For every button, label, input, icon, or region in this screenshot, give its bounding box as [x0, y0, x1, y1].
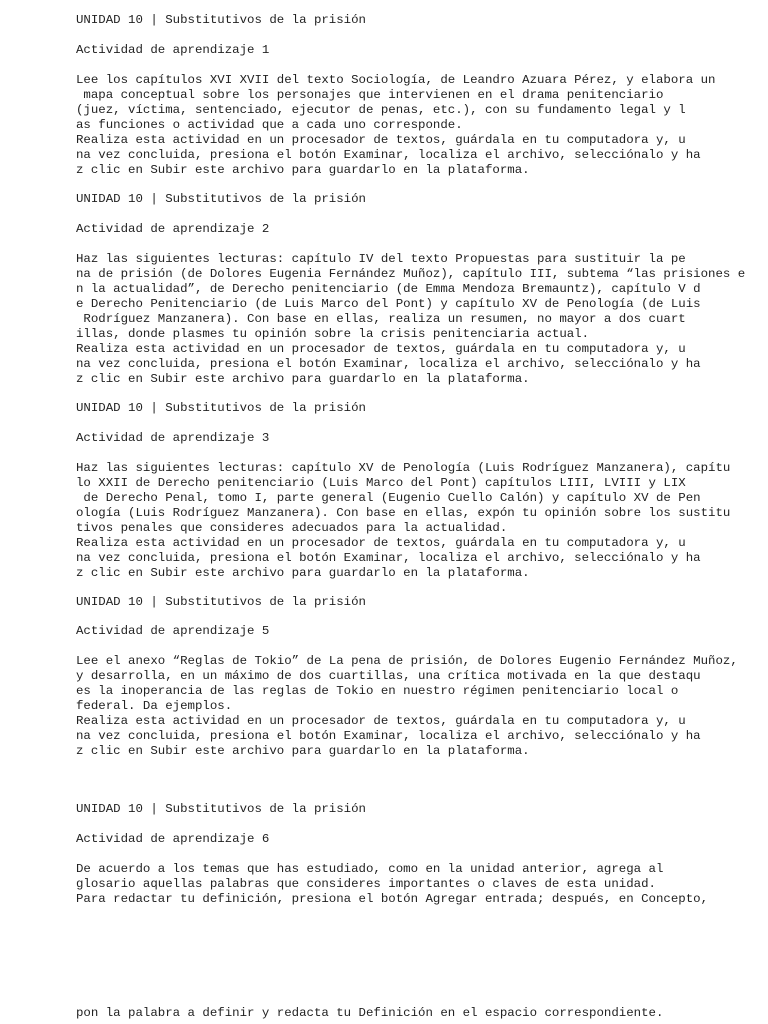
text-line: de Derecho Penal, tomo I, parte general (Eugenio Cuello Calón) y capítulo XV de Pen [76, 491, 701, 505]
text-line: n la actualidad”, de Derecho penitenciario (de Emma Mendoza Bremauntz), capítulo V d [76, 282, 701, 296]
unit-heading: UNIDAD 10 | Substitutivos de la prisión [76, 192, 366, 206]
activity-heading: Actividad de aprendizaje 2 [76, 222, 270, 236]
unit-heading: UNIDAD 10 | Substitutivos de la prisión [76, 401, 366, 415]
text-line: glosario aquellas palabras que consideres importantes o claves de esta unidad. [76, 877, 656, 891]
text-line: na vez concluida, presiona el botón Examinar, localiza el archivo, selecciónalo y ha [76, 729, 701, 743]
text-line: lo XXII de Derecho penitenciario (Luis Marco del Pont) capítulos LIII, LVIII y LIX [76, 476, 686, 490]
activity-heading: Actividad de aprendizaje 1 [76, 43, 270, 57]
activity-heading: Actividad de aprendizaje 6 [76, 832, 270, 846]
text-line: as funciones o actividad que a cada uno corresponde. [76, 118, 463, 132]
text-line: tivos penales que consideres adecuados para la actualidad. [76, 521, 508, 535]
text-line: z clic en Subir este archivo para guardarlo en la plataforma. [76, 744, 530, 758]
text-line: mapa conceptual sobre los personajes que intervienen en el drama penitenciario [76, 88, 664, 102]
text-line: Rodríguez Manzanera). Con base en ellas, realiza un resumen, no mayor a dos cuart [76, 312, 686, 326]
text-line: na de prisión (de Dolores Eugenia Fernández Muñoz), capítulo III, subtema “las prisiones e [76, 267, 746, 281]
text-line: (juez, víctima, sentenciado, ejecutor de penas, etc.), con su fundamento legal y l [76, 103, 686, 117]
text-line: z clic en Subir este archivo para guardarlo en la plataforma. [76, 372, 530, 386]
text-line: federal. Da ejemplos. [76, 699, 233, 713]
text-line: na vez concluida, presiona el botón Examinar, localiza el archivo, selecciónalo y ha [76, 148, 701, 162]
text-line: Lee el anexo “Reglas de Tokio” de La pena de prisión, de Dolores Eugenio Fernández Muñoz, [76, 654, 738, 668]
text-line: Para redactar tu definición, presiona el botón Agregar entrada; después, en Concepto, [76, 892, 709, 906]
text-line: pon la palabra a definir y redacta tu Definición en el espacio correspondiente. [76, 1006, 664, 1020]
text-line: Realiza esta actividad en un procesador de textos, guárdala en tu computadora y, u [76, 133, 686, 147]
text-line: na vez concluida, presiona el botón Examinar, localiza el archivo, selecciónalo y ha [76, 551, 701, 565]
unit-heading: UNIDAD 10 | Substitutivos de la prisión [76, 595, 366, 609]
text-line: Realiza esta actividad en un procesador de textos, guárdala en tu computadora y, u [76, 536, 686, 550]
text-line: e Derecho Penitenciario (de Luis Marco del Pont) y capítulo XV de Penología (de Luis [76, 297, 701, 311]
text-line: ología (Luis Rodríguez Manzanera). Con base en ellas, expón tu opinión sobre los sustitu [76, 506, 731, 520]
text-line: z clic en Subir este archivo para guardarlo en la plataforma. [76, 566, 530, 580]
text-line: Haz las siguientes lecturas: capítulo IV del texto Propuestas para sustituir la pe [76, 252, 686, 266]
activity-heading: Actividad de aprendizaje 5 [76, 624, 270, 638]
text-line: y desarrolla, en un máximo de dos cuartillas, una crítica motivada en la que destaqu [76, 669, 701, 683]
text-line: illas, donde plasmes tu opinión sobre la crisis penitenciaria actual. [76, 327, 590, 341]
text-line: De acuerdo a los temas que has estudiado, como en la unidad anterior, agrega al [76, 862, 664, 876]
text-line: Lee los capítulos XVI XVII del texto Sociología, de Leandro Azuara Pérez, y elabora un [76, 73, 716, 87]
unit-heading: UNIDAD 10 | Substitutivos de la prisión [76, 13, 366, 27]
text-line: na vez concluida, presiona el botón Examinar, localiza el archivo, selecciónalo y ha [76, 357, 701, 371]
unit-heading: UNIDAD 10 | Substitutivos de la prisión [76, 802, 366, 816]
text-line: Haz las siguientes lecturas: capítulo XV de Penología (Luis Rodríguez Manzanera), capítu [76, 461, 731, 475]
text-line: z clic en Subir este archivo para guardarlo en la plataforma. [76, 163, 530, 177]
text-line: es la inoperancia de las reglas de Tokio en nuestro régimen penitenciario local o [76, 684, 679, 698]
activity-heading: Actividad de aprendizaje 3 [76, 431, 270, 445]
text-line: Realiza esta actividad en un procesador de textos, guárdala en tu computadora y, u [76, 342, 686, 356]
text-line: Realiza esta actividad en un procesador de textos, guárdala en tu computadora y, u [76, 714, 686, 728]
